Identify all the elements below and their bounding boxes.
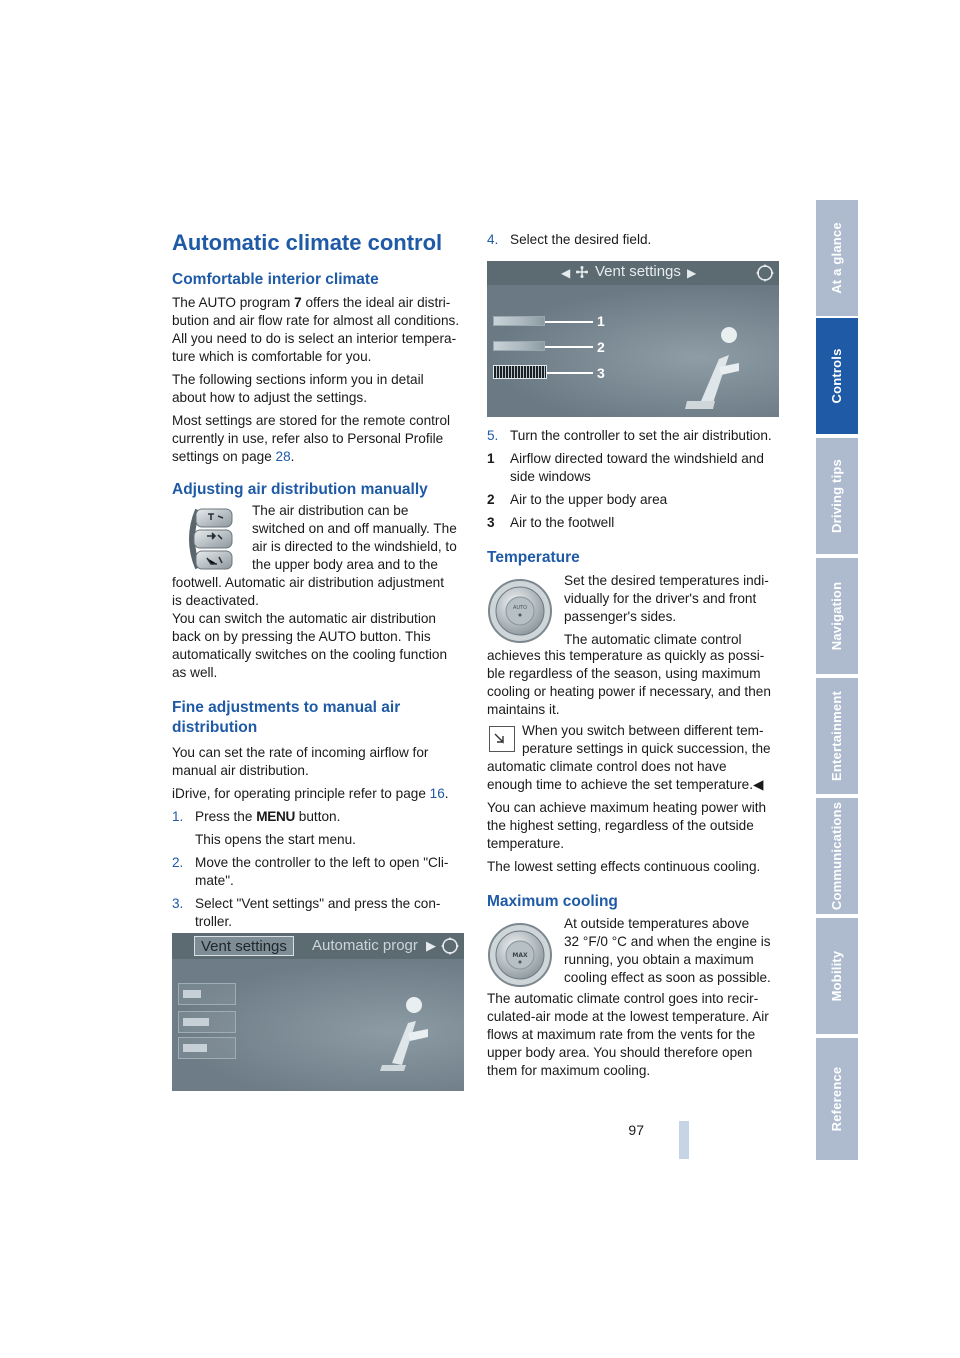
- side-tab-strip: [816, 198, 858, 1160]
- heading-comfortable: Comfortable interior climate: [172, 271, 379, 288]
- page-number: 97: [628, 1122, 644, 1138]
- fan-icon: [575, 265, 589, 279]
- step-3: 3. Select "Vent settings" and press the con- troller.: [172, 896, 441, 929]
- tab-entertainment[interactable]: Entertainment: [816, 676, 858, 794]
- adjust-body-text: footwell. Automatic air distribution adjustment is deactivated. You can switch the automatic air distribution back on by pressing the AUTO button. This automatically switches on the cooling function as well.: [172, 575, 448, 680]
- max-wrapped-text: At outside temperatures above 32 °F/0 °C and when the engine is running, you obtain a maximum cooling effect as soon as possible.: [564, 916, 771, 985]
- screen2-title: Vent settings: [595, 263, 681, 280]
- controller-icon: [755, 263, 775, 283]
- screen-vent-settings-detail: [487, 261, 779, 417]
- arrow-left-icon: ◀: [561, 266, 571, 280]
- section-adjust: [172, 480, 472, 500]
- legend-item-3: 3 Air to the footwell: [487, 515, 615, 530]
- page-number-bar: [679, 1121, 689, 1159]
- vent-bar-windshield[interactable]: [493, 316, 545, 326]
- vent-field-upper-body[interactable]: [178, 1011, 236, 1033]
- section-max-cooling: [487, 892, 787, 912]
- callout-2: 2: [597, 339, 605, 355]
- svg-text:AUTO: AUTO: [512, 605, 528, 611]
- tab-at-a-glance[interactable]: At a glance: [816, 198, 858, 316]
- vent-field-footwell[interactable]: [178, 1037, 236, 1059]
- tab-controls[interactable]: Controls: [816, 316, 858, 434]
- menu-key-label: MENU: [256, 809, 296, 824]
- comfort-para-1: The AUTO program 7 offers the ideal air distri- bution and air flow rate for almost all conditions. All you need to do is select an interior tempera- ture which is comfortable for you.: [172, 295, 460, 364]
- step-1: 1. Press the MENU button.: [172, 809, 341, 824]
- legend-item-2: 2 Air to the upper body area: [487, 492, 668, 507]
- temp-para-2: You can achieve maximum heating power with the highest setting, regardless of the outside temperature. The lowest setting effects continuous cooling.: [487, 800, 767, 874]
- fine-para-1: You can set the rate of incoming airflow for manual air distribution.: [172, 745, 429, 778]
- comfort-para-2: The following sections inform you in detail about how to adjust the settings.: [172, 372, 424, 405]
- step-5: 5. Turn the controller to set the air distribution.: [487, 428, 772, 443]
- tab-communications[interactable]: Communications: [816, 796, 858, 914]
- arrow-right-icon: ▶: [687, 266, 697, 280]
- heading-fine: Fine adjustments to manual air distribution: [172, 699, 401, 736]
- section-fine: [172, 698, 472, 931]
- tab-driving-tips[interactable]: Driving tips: [816, 436, 858, 554]
- page-link-28[interactable]: 28: [275, 449, 291, 464]
- fine-para-2: iDrive, for operating principle refer to page 16.: [172, 786, 449, 801]
- legend-item-1: 1 Airflow directed toward the windshield and side windows: [487, 451, 764, 484]
- left-column: [172, 230, 472, 256]
- section-temperature: [487, 548, 787, 568]
- heading-adjust: Adjusting air distribution manually: [172, 481, 428, 498]
- air-distribution-buttons-icon: [176, 504, 242, 574]
- page-title: Automatic climate control: [172, 230, 443, 255]
- note-body: automatic climate control does not have enough time to achieve the set temperature.◀: [487, 759, 764, 792]
- temperature-knob-icon: [487, 578, 553, 644]
- step-2: 2. Move the controller to the left to open "Cli- mate".: [172, 855, 449, 888]
- vent-field-windshield[interactable]: [178, 983, 236, 1005]
- right-steps: [487, 427, 787, 532]
- tab-navigation[interactable]: Navigation: [816, 556, 858, 674]
- heading-max-cooling: Maximum cooling: [487, 893, 618, 910]
- vent-bar-footwell-selected[interactable]: [493, 365, 547, 379]
- vent-settings-tab[interactable]: Vent settings: [194, 936, 294, 956]
- screen-vent-settings-menu: [172, 933, 464, 1091]
- section-comfortable: [172, 270, 472, 466]
- page-link-16[interactable]: 16: [429, 786, 445, 801]
- note-wrapped: When you switch between different tem- perature settings in quick succession, the: [522, 723, 771, 756]
- heading-temperature: Temperature: [487, 549, 580, 566]
- temp-body: achieves this temperature as quickly as possi- ble regardless of the season, using maximum cooling or heating power if necessary, and then maintains it.: [487, 648, 771, 717]
- temp-wrapped-text: Set the desired temperatures indi- vidually for the driver's and front passenger's sides. The automatic climate control: [564, 573, 769, 647]
- step-1-sub: This opens the start menu.: [195, 832, 356, 847]
- step-4: 4. Select the desired field.: [487, 232, 652, 247]
- seat-occupant-icon: [667, 321, 751, 411]
- arrow-right-icon: ▶: [426, 938, 436, 953]
- max-cooling-knob-icon: [487, 922, 553, 988]
- adjust-wrapped-text: The air distribution can be switched on and off manually. The air is directed to the windshield, to the upper body area and to the: [252, 503, 457, 572]
- callout-3: 3: [597, 365, 605, 381]
- max-body: The automatic climate control goes into recir- culated-air mode at the lowest temperature. Air flows at maximum rate from the vents for the upper body area. You should therefore open them for maximum cooling.: [487, 991, 769, 1078]
- vent-bar-upper-body[interactable]: [493, 341, 545, 351]
- tab-reference[interactable]: Reference: [816, 1036, 858, 1160]
- max-label: MAX: [512, 952, 528, 959]
- seat-occupant-icon: [362, 993, 442, 1073]
- note-icon: [489, 726, 515, 752]
- tab-mobility[interactable]: Mobility: [816, 916, 858, 1034]
- controller-icon: [440, 936, 460, 956]
- comfort-para-3: Most settings are stored for the remote control currently in use, refer also to Personal Profile settings on page 28.: [172, 413, 451, 464]
- callout-1: 1: [597, 313, 605, 329]
- automatic-program-tab[interactable]: Automatic progr: [312, 937, 418, 954]
